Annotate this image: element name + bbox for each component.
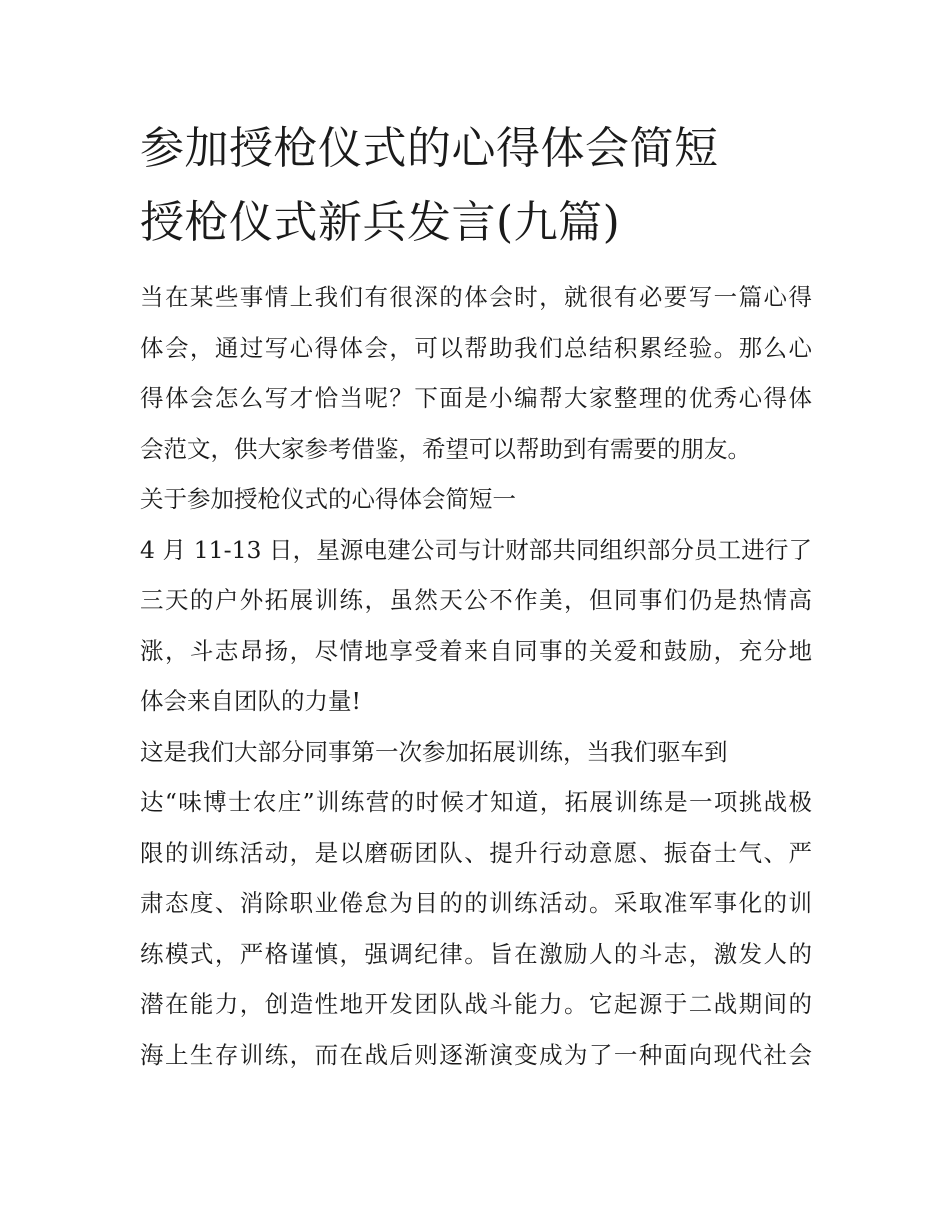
para2-line-4: 肃态度、消除职业倦怠为目的的训练活动。采取准军事化的训 <box>140 889 812 917</box>
intro-paragraph <box>140 272 812 474</box>
document-title <box>140 112 812 260</box>
paragraph-2 <box>140 727 812 1081</box>
section-heading <box>140 474 812 525</box>
title-line-1: 参加授枪仪式的心得体会简短 <box>140 123 719 174</box>
para2-line-5: 练模式，严格谨慎，强调纪律。旨在激励人的斗志，激发人的 <box>140 939 812 968</box>
intro-line-4: 会范文，供大家参考借鉴，希望可以帮助到有需要的朋友。 <box>140 434 751 463</box>
para1-line-3: 涨，斗志昂扬，尽情地享受着来自同事的关爱和鼓励，充分地 <box>140 636 812 665</box>
para2-line-1: 这是我们大部分同事第一次参加拓展训练，当我们驱车到 <box>140 737 728 766</box>
intro-line-3: 得体会怎么写才恰当呢？下面是小编帮大家整理的优秀心得体 <box>140 384 812 412</box>
document-page <box>140 112 812 1080</box>
paragraph-1 <box>140 525 812 727</box>
intro-line-1: 当在某些事情上我们有很深的体会时，就很有必要写一篇心得 <box>140 283 812 311</box>
para1-line-4: 体会来自团队的力量! <box>140 687 361 715</box>
para2-line-6: 潜在能力，创造性地开发团队战斗能力。它起源于二战期间的 <box>140 990 812 1018</box>
title-line-2: 授枪仪式新兵发言(九篇) <box>140 197 621 248</box>
document-body <box>140 272 812 1080</box>
para1-line-2: 三天的户外拓展训练，虽然天公不作美，但同事们仍是热情高 <box>140 586 812 614</box>
para2-line-3: 限的训练活动，是以磨砺团队、提升行动意愿、振奋士气、严 <box>140 838 812 867</box>
para2-line-2: 达“味博士农庄”训练营的时候才知道，拓展训练是一项挑战极 <box>140 788 812 816</box>
section-heading-text: 关于参加授枪仪式的心得体会简短一 <box>140 485 516 513</box>
para2-line-7: 海上生存训练，而在战后则逐渐演变成为了一种面向现代社会 <box>140 1040 812 1069</box>
para1-line-1: 4 月 11-13 日，星源电建公司与计财部共同组织部分员工进行了 <box>140 535 812 564</box>
intro-line-2: 体会，通过写心得体会，可以帮助我们总结积累经验。那么心 <box>140 333 812 362</box>
